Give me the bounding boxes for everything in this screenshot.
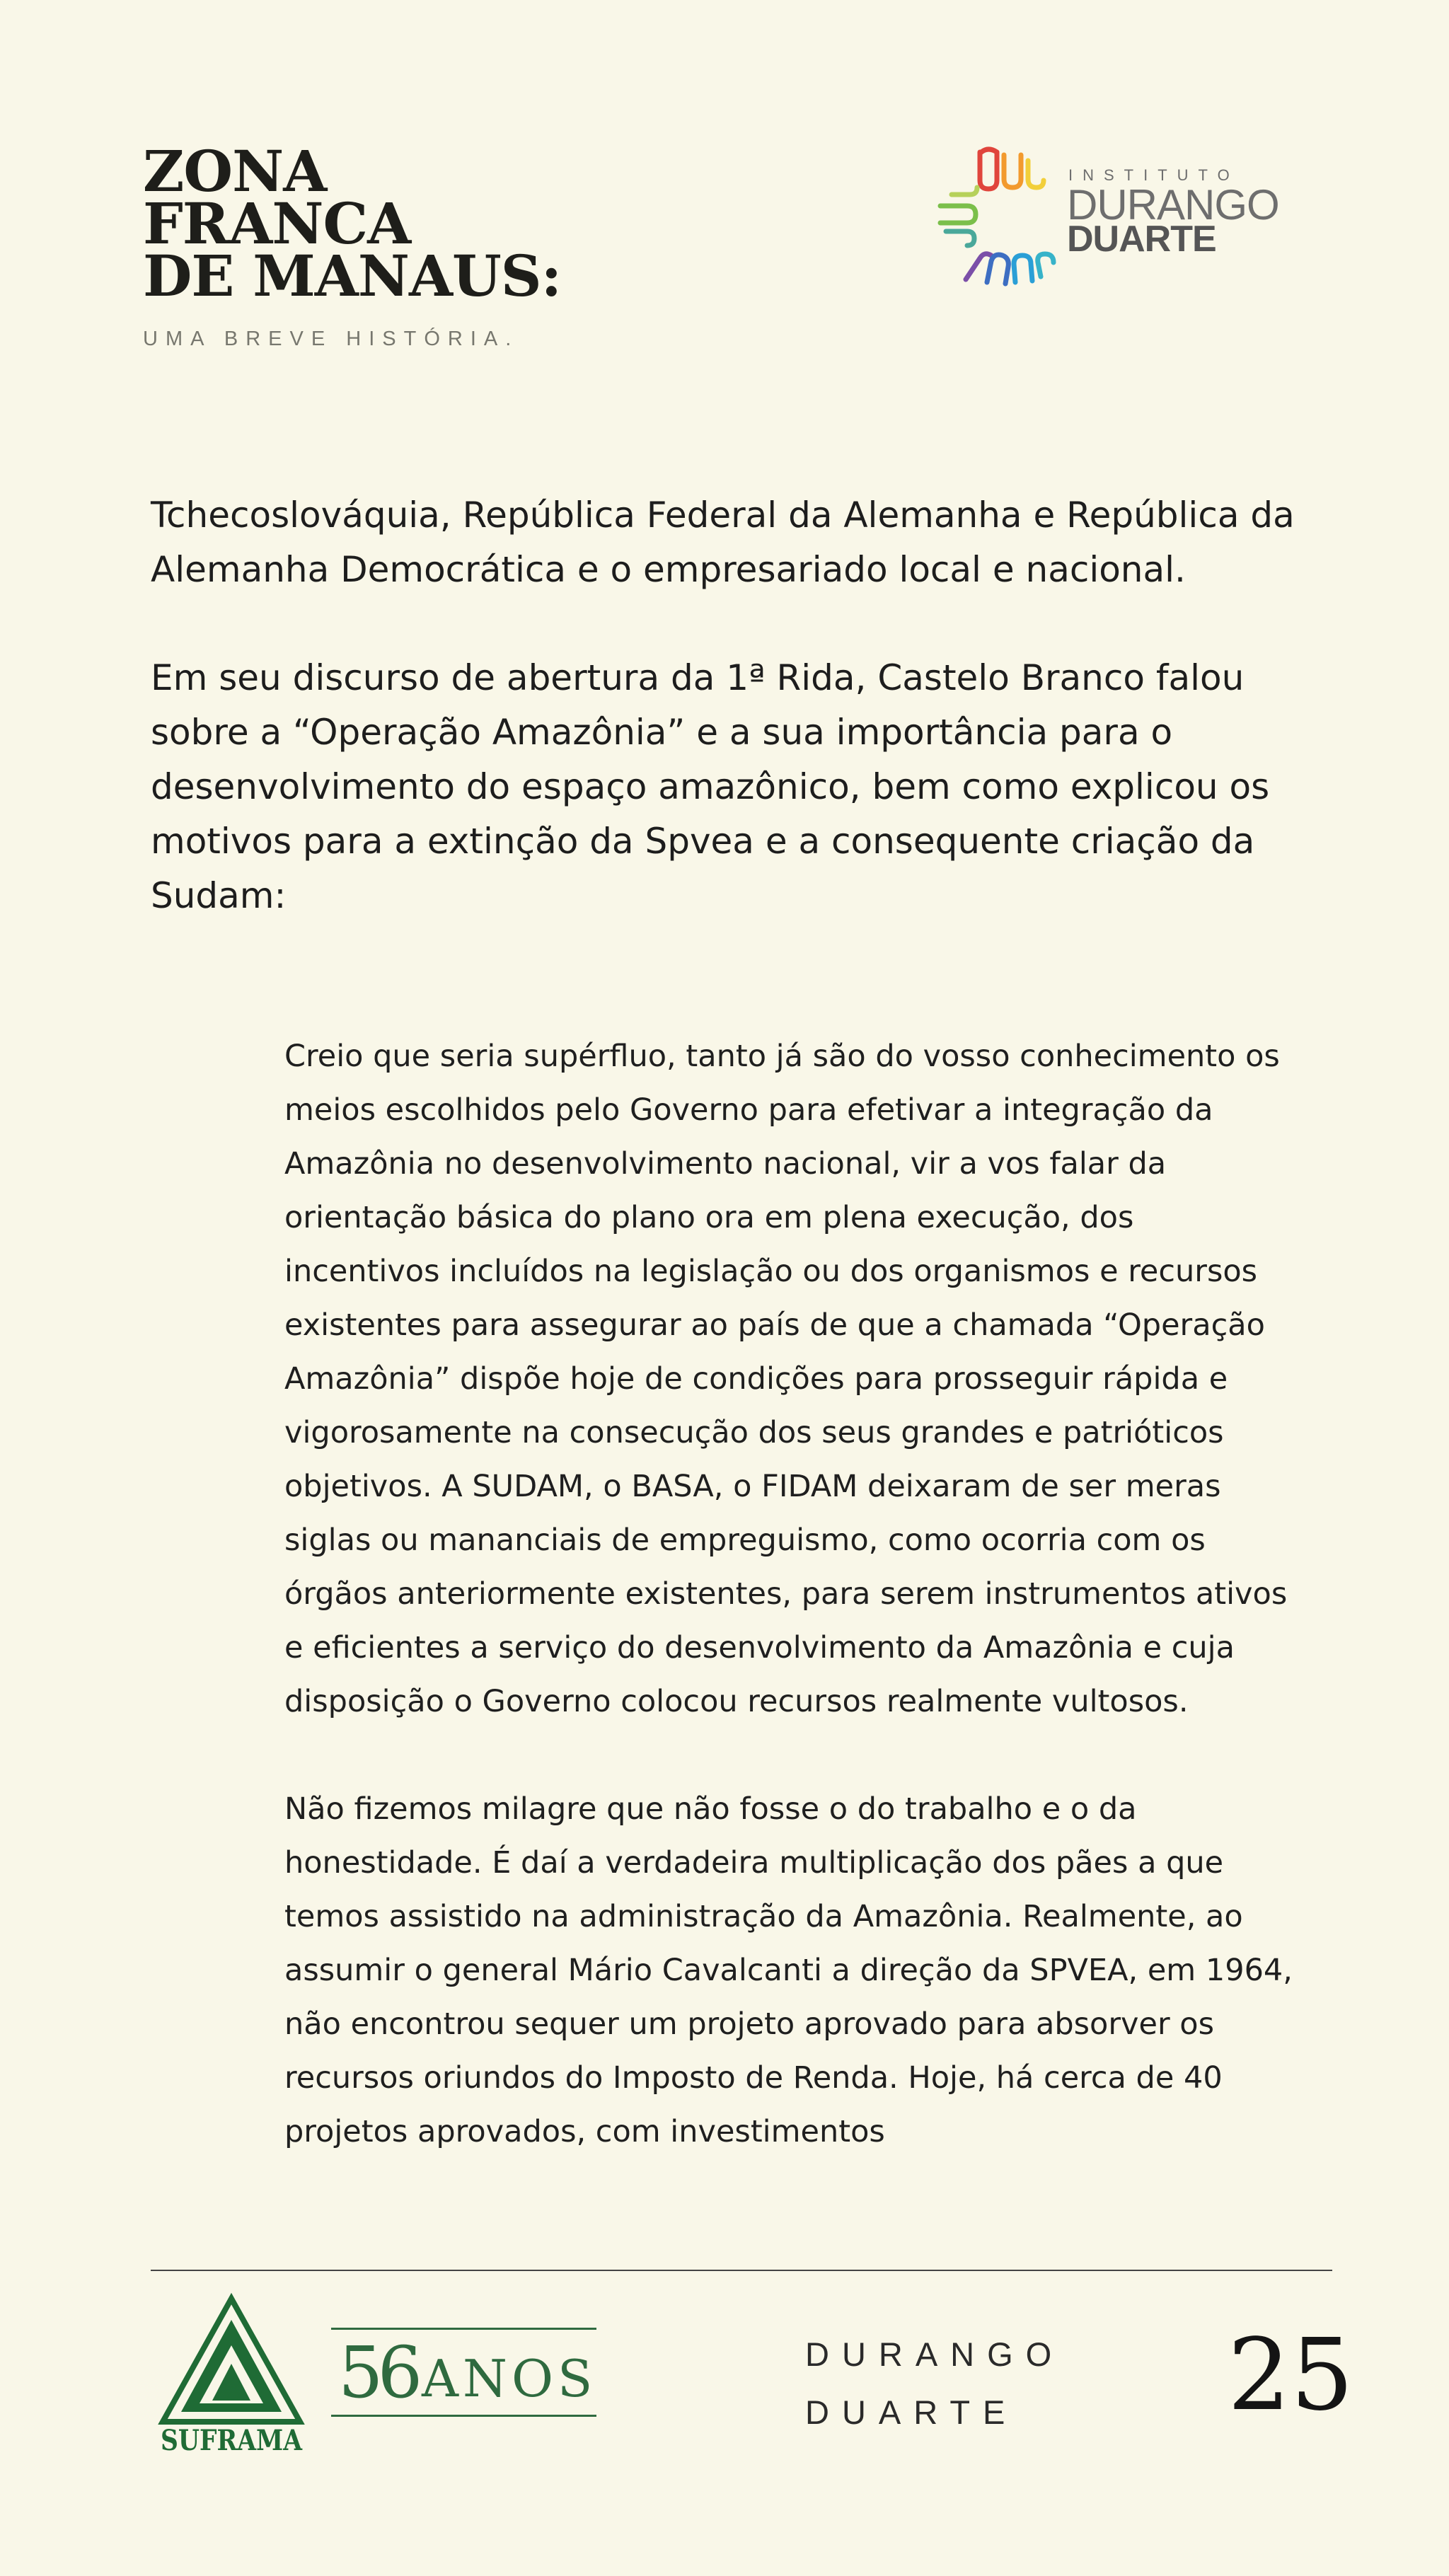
quote-paragraph-1: Creio que seria supérfluo, tanto já são do vosso conhecimento os meios escolhidos pelo Governo para efetivar a integração da Amazônia no desenvolvimento nacional, vir a vos falar da orientação básica do plano ora em plena execução, dos incentivos incluídos na legislação ou dos organismos e recursos existentes para assegurar ao país de que a chamada “Operação Amazônia” dispõe hoje de condições para prosseguir rápida e vigorosamente na consecução dos seus grandes e patrióticos objetivos. A SUDAM, o BASA, o FIDAM deixaram de ser meras siglas ou mananciais de empreguismo, como ocorria com os órgãos anteriormente existentes, para serem instrumentos ativos e eficientes a serviço do desenvolvimento da Amazônia e cuja disposição o Governo colocou recursos realmente vultosos. <box>284 1039 1288 1719</box>
anniversary-rule-top <box>331 2328 596 2330</box>
book-title-line-3: DE MANAUS: <box>143 243 562 309</box>
author-name <box>805 2326 1064 2442</box>
body-text <box>151 488 1339 977</box>
book-title <box>143 138 562 309</box>
anniversary-word: ANOS <box>422 2349 597 2408</box>
author-name-line-1: DURANGO <box>805 2335 1065 2373</box>
body-paragraph-1: Tchecoslováquia, República Federal da Alemanha e República da Alemanha Democrática e o empresariado local e nacional. <box>151 495 1295 590</box>
author-name-line-2: DUARTE <box>805 2393 1018 2431</box>
footer-divider <box>151 2270 1332 2271</box>
book-title-line-2: FRANCA <box>143 190 411 257</box>
anniversary-logo <box>331 2328 596 2418</box>
book-title-line-1: ZONA <box>143 138 327 204</box>
suframa-logo <box>157 2296 306 2458</box>
institute-name-line-2: DUARTE <box>1067 219 1216 260</box>
rainbow-arcs-icon <box>937 145 1065 287</box>
anniversary-rule-bottom <box>331 2415 596 2417</box>
institute-logo <box>937 145 1291 287</box>
body-paragraph-2: Em seu discurso de abertura da 1ª Rida, Castelo Branco falou sobre a “Operação Amazônia” e a sua importância para o desenvolvimento do espaço amazônico, bem como explicou os motivos para a extinção da Spvea e a consequente criação da Sudam: <box>151 657 1270 916</box>
anniversary-number: 56 <box>338 2331 417 2414</box>
block-quote <box>284 1029 1296 2212</box>
suframa-label: SUFRAMA <box>161 2424 303 2457</box>
quote-paragraph-2: Não fizemos milagre que não fosse o do trabalho e o da honestidade. É daí a verdadeira multiplicação dos pães a que temos assistido na administração da Amazônia. Realmente, ao assumir o general Mário Cavalcanti a direção da SPVEA, em 1964, não encontrou sequer um projeto aprovado para absorver os recursos oriundos do Imposto de Renda. Hoje, há cerca de 40 projetos aprovados, com investimentos <box>284 1791 1293 2149</box>
page-number: 25 <box>1228 2318 1354 2433</box>
book-subtitle: UMA BREVE HISTÓRIA. <box>143 328 519 350</box>
institute-name-line-1: DURANGO <box>1067 181 1279 229</box>
institute-small-label: INSTITUTO <box>1068 166 1240 184</box>
